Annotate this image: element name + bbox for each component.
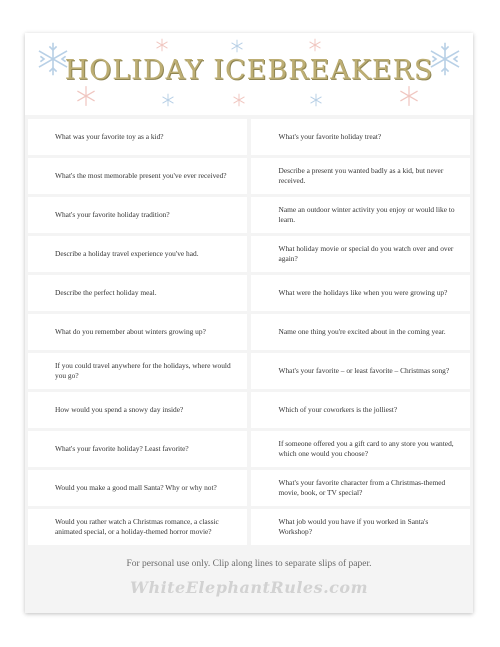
question-row: [28, 509, 470, 545]
question-slip: What do you remember about winters growing up?: [28, 314, 247, 350]
question-slip: What's your favorite holiday tradition?: [28, 197, 247, 233]
question-grid: [28, 119, 470, 548]
header-banner: [25, 33, 473, 115]
snowflake-icon: [427, 41, 463, 77]
question-row: [28, 314, 470, 350]
page-title: HOLIDAY ICEBREAKERS: [64, 55, 434, 86]
question-slip: What's your favorite – or least favorite – Christmas song?: [251, 353, 471, 389]
question-slip: What's your favorite character from a Christmas-themed movie, book, or TV special?: [251, 470, 471, 506]
usage-note: For personal use only. Clip along lines to separate slips of paper.: [126, 559, 372, 569]
snowflake-icon: [230, 39, 244, 53]
question-slip: What job would you have if you worked in Santa's Workshop?: [251, 509, 471, 545]
question-slip: If someone offered you a gift card to any store you wanted, which one would you choose?: [251, 431, 471, 467]
question-slip: Describe the perfect holiday meal.: [28, 275, 247, 311]
question-row: [28, 236, 470, 272]
question-row: [28, 158, 470, 194]
printable-sheet: [25, 33, 473, 613]
snowflake-icon: [35, 41, 71, 77]
question-slip: How would you spend a snowy day inside?: [28, 392, 247, 428]
question-slip: Which of your coworkers is the jolliest?: [251, 392, 471, 428]
question-slip: Would you rather watch a Christmas romance, a classic animated special, or a holiday-themed horror movie?: [28, 509, 247, 545]
snowflake-icon: [155, 38, 169, 52]
question-row: [28, 197, 470, 233]
question-slip: What's the most memorable present you've ever received?: [28, 158, 247, 194]
question-slip: Name one thing you're excited about in the coming year.: [251, 314, 471, 350]
question-row: [28, 392, 470, 428]
question-slip: What were the holidays like when you were growing up?: [251, 275, 471, 311]
question-row: [28, 275, 470, 311]
question-slip: What holiday movie or special do you watch over and over again?: [251, 236, 471, 272]
question-slip: What was your favorite toy as a kid?: [28, 119, 247, 155]
question-slip: If you could travel anywhere for the holidays, where would you go?: [28, 353, 247, 389]
question-slip: What's your favorite holiday? Least favorite?: [28, 431, 247, 467]
question-row: [28, 353, 470, 389]
snowflake-icon: [161, 93, 175, 107]
brand-watermark: WhiteElephantRules.com: [129, 578, 369, 597]
question-slip: Describe a holiday travel experience you've had.: [28, 236, 247, 272]
snowflake-icon: [232, 93, 246, 107]
snowflake-icon: [398, 85, 420, 107]
question-row: [28, 470, 470, 506]
question-row: [28, 431, 470, 467]
question-slip: Name an outdoor winter activity you enjoy or would like to learn.: [251, 197, 471, 233]
question-row: [28, 119, 470, 155]
snowflake-icon: [309, 93, 323, 107]
snowflake-icon: [308, 38, 322, 52]
question-slip: Describe a present you wanted badly as a kid, but never received.: [251, 158, 471, 194]
question-slip: What's your favorite holiday treat?: [251, 119, 471, 155]
snowflake-icon: [75, 85, 97, 107]
question-slip: Would you make a good mall Santa? Why or why not?: [28, 470, 247, 506]
